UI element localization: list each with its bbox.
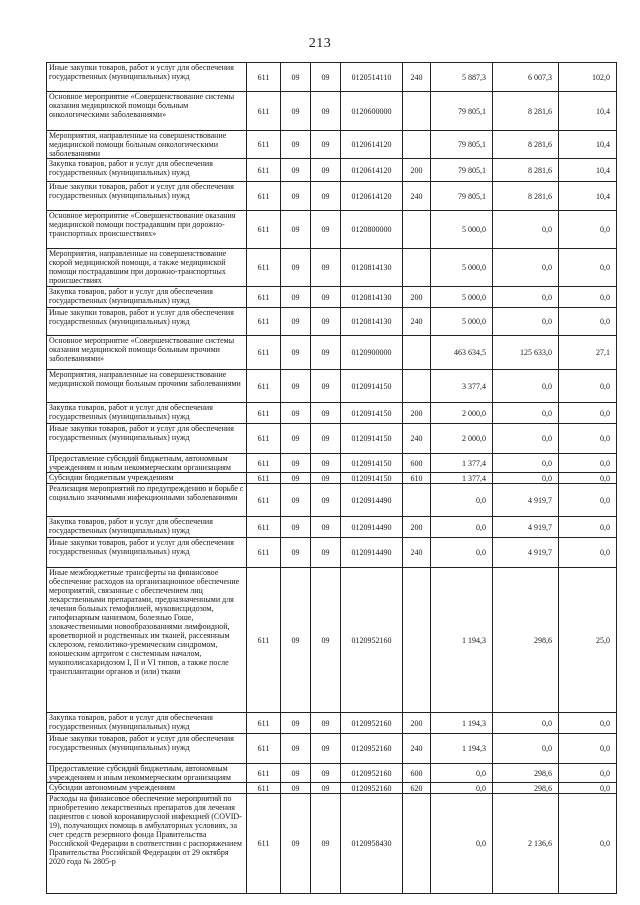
row-code-target: 0120952160	[341, 713, 403, 734]
row-code-target: 0120914150	[341, 370, 403, 403]
row-value-plan: 79 805,1	[431, 92, 493, 131]
row-code-ministry: 611	[247, 159, 281, 182]
row-value-actual: 0,0	[493, 287, 559, 308]
row-code-ministry: 611	[247, 764, 281, 783]
row-value-actual: 8 281,6	[493, 131, 559, 159]
table-row	[47, 403, 617, 424]
row-code-subsection: 09	[311, 568, 341, 713]
row-value-actual: 0,0	[493, 424, 559, 454]
row-name: Закупка товаров, работ и услуг для обеспечения государственных (муниципальных) нужд	[47, 403, 247, 424]
row-value-plan: 1 194,3	[431, 568, 493, 713]
row-code-ministry: 611	[247, 336, 281, 370]
row-value-actual: 4 919,7	[493, 538, 559, 568]
row-code-subsection: 09	[311, 308, 341, 336]
row-code-expense: 600	[403, 454, 431, 473]
row-value-plan: 2 000,0	[431, 424, 493, 454]
row-value-percent: 0,0	[559, 734, 617, 764]
row-code-subsection: 09	[311, 538, 341, 568]
row-name: Расходы на финансовое обеспечение мероприятий по приобретению лекарственных препаратов для лечения пациентов с новой коронавирусной инфекцией (COVID-19), получающих помощь в амбулаторных условиях, за счет средств резервного фонда Правительства Российской Федерации в соответствии с распоряжением Правительства Российской Федерации от 29 октября 2020 года № 2805-р	[47, 794, 247, 894]
row-code-expense	[403, 249, 431, 287]
row-value-plan: 79 805,1	[431, 131, 493, 159]
row-code-subsection: 09	[311, 794, 341, 894]
row-code-target: 0120914490	[341, 484, 403, 517]
row-code-expense	[403, 370, 431, 403]
table-row	[47, 568, 617, 713]
row-value-percent: 0,0	[559, 424, 617, 454]
row-code-subsection: 09	[311, 734, 341, 764]
row-value-percent: 27,1	[559, 336, 617, 370]
row-value-percent: 10,4	[559, 92, 617, 131]
row-code-target: 0120600000	[341, 92, 403, 131]
row-code-ministry: 611	[247, 403, 281, 424]
row-code-section: 09	[281, 783, 311, 794]
row-value-plan: 0,0	[431, 517, 493, 538]
row-value-percent: 0,0	[559, 794, 617, 894]
row-code-section: 09	[281, 794, 311, 894]
row-code-section: 09	[281, 473, 311, 484]
row-code-subsection: 09	[311, 764, 341, 783]
budget-table	[46, 62, 617, 894]
row-value-plan: 1 194,3	[431, 734, 493, 764]
row-name: Субсидии бюджетным учреждениям	[47, 473, 247, 484]
row-value-plan: 0,0	[431, 764, 493, 783]
row-code-ministry: 611	[247, 131, 281, 159]
row-code-expense: 200	[403, 517, 431, 538]
row-name: Реализация мероприятий по предупреждению и борьбе с социально значимыми инфекционными заболеваниями	[47, 484, 247, 517]
row-code-subsection: 09	[311, 131, 341, 159]
row-code-section: 09	[281, 734, 311, 764]
row-value-percent: 102,0	[559, 63, 617, 92]
row-code-expense	[403, 794, 431, 894]
row-code-expense	[403, 92, 431, 131]
table-row	[47, 794, 617, 894]
table-row	[47, 783, 617, 794]
table-row	[47, 182, 617, 211]
row-code-expense: 200	[403, 159, 431, 182]
row-value-plan: 79 805,1	[431, 182, 493, 211]
row-code-subsection: 09	[311, 424, 341, 454]
row-value-percent: 0,0	[559, 249, 617, 287]
row-value-plan: 1 194,3	[431, 713, 493, 734]
row-code-target: 0120952160	[341, 783, 403, 794]
row-code-expense: 240	[403, 182, 431, 211]
row-value-actual: 0,0	[493, 734, 559, 764]
row-name: Закупка товаров, работ и услуг для обеспечения государственных (муниципальных) нужд	[47, 713, 247, 734]
row-value-actual: 8 281,6	[493, 182, 559, 211]
row-value-plan: 1 377,4	[431, 454, 493, 473]
row-code-expense: 200	[403, 287, 431, 308]
row-code-ministry: 611	[247, 211, 281, 249]
row-value-percent: 25,0	[559, 568, 617, 713]
row-code-subsection: 09	[311, 713, 341, 734]
row-code-subsection: 09	[311, 370, 341, 403]
row-code-expense: 240	[403, 63, 431, 92]
row-code-ministry: 611	[247, 308, 281, 336]
row-code-subsection: 09	[311, 63, 341, 92]
row-code-subsection: 09	[311, 182, 341, 211]
row-code-subsection: 09	[311, 783, 341, 794]
table-row	[47, 287, 617, 308]
row-value-percent: 0,0	[559, 764, 617, 783]
row-name: Иные закупки товаров, работ и услуг для обеспечения государственных (муниципальных) нужд	[47, 538, 247, 568]
row-value-actual: 4 919,7	[493, 484, 559, 517]
row-code-target: 0120800000	[341, 211, 403, 249]
table-row	[47, 454, 617, 473]
row-code-target: 0120914150	[341, 454, 403, 473]
row-code-expense: 240	[403, 734, 431, 764]
row-code-ministry: 611	[247, 249, 281, 287]
row-value-actual: 298,6	[493, 764, 559, 783]
table-row	[47, 517, 617, 538]
row-name: Иные закупки товаров, работ и услуг для обеспечения государственных (муниципальных) нужд	[47, 734, 247, 764]
row-code-target: 0120614120	[341, 182, 403, 211]
row-code-ministry: 611	[247, 734, 281, 764]
row-value-percent: 10,4	[559, 131, 617, 159]
row-name: Предоставление субсидий бюджетным, автономным учреждениям и иным некоммерческим организациям	[47, 454, 247, 473]
row-code-expense: 240	[403, 308, 431, 336]
row-code-section: 09	[281, 568, 311, 713]
row-name: Иные закупки товаров, работ и услуг для обеспечения государственных (муниципальных) нужд	[47, 424, 247, 454]
row-value-percent: 0,0	[559, 538, 617, 568]
row-code-ministry: 611	[247, 794, 281, 894]
row-code-expense: 610	[403, 473, 431, 484]
table-row	[47, 92, 617, 131]
row-code-expense: 200	[403, 713, 431, 734]
row-code-ministry: 611	[247, 63, 281, 92]
row-name: Иные закупки товаров, работ и услуг для обеспечения государственных (муниципальных) нужд	[47, 63, 247, 92]
row-code-subsection: 09	[311, 211, 341, 249]
row-code-ministry: 611	[247, 713, 281, 734]
row-code-ministry: 611	[247, 182, 281, 211]
table-row	[47, 131, 617, 159]
row-value-actual: 8 281,6	[493, 159, 559, 182]
row-value-percent: 0,0	[559, 211, 617, 249]
row-code-subsection: 09	[311, 484, 341, 517]
row-code-section: 09	[281, 308, 311, 336]
row-value-actual: 125 633,0	[493, 336, 559, 370]
row-value-plan: 5 000,0	[431, 249, 493, 287]
row-value-plan: 5 000,0	[431, 211, 493, 249]
table-row	[47, 336, 617, 370]
row-name: Мероприятия, направленные на совершенствование скорой медицинской помощи, а также медицинской помощи пострадавшим при дорожно-транспортных происшествиях	[47, 249, 247, 287]
row-value-actual: 2 136,6	[493, 794, 559, 894]
table-row	[47, 484, 617, 517]
row-value-actual: 298,6	[493, 568, 559, 713]
row-value-actual: 298,6	[493, 783, 559, 794]
row-value-percent: 0,0	[559, 484, 617, 517]
row-value-plan: 2 000,0	[431, 403, 493, 424]
row-value-actual: 6 007,3	[493, 63, 559, 92]
row-value-plan: 79 805,1	[431, 159, 493, 182]
row-code-section: 09	[281, 63, 311, 92]
row-name: Основное мероприятие «Совершенствование системы оказания медицинской помощи больным онкологическими заболеваниями»	[47, 92, 247, 131]
row-value-plan: 0,0	[431, 794, 493, 894]
row-code-section: 09	[281, 211, 311, 249]
row-code-target: 0120914150	[341, 473, 403, 484]
row-code-ministry: 611	[247, 287, 281, 308]
row-value-actual: 0,0	[493, 211, 559, 249]
row-code-subsection: 09	[311, 473, 341, 484]
row-code-ministry: 611	[247, 454, 281, 473]
row-code-section: 09	[281, 454, 311, 473]
row-code-subsection: 09	[311, 92, 341, 131]
row-name: Мероприятия, направленные на совершенствование медицинской помощи больным онкологическими заболеваниями	[47, 131, 247, 159]
row-code-expense: 200	[403, 403, 431, 424]
row-code-target: 0120814130	[341, 249, 403, 287]
row-value-plan: 5 887,3	[431, 63, 493, 92]
row-code-target: 0120514110	[341, 63, 403, 92]
row-value-percent: 0,0	[559, 287, 617, 308]
row-code-ministry: 611	[247, 568, 281, 713]
row-code-ministry: 611	[247, 783, 281, 794]
row-code-subsection: 09	[311, 159, 341, 182]
row-value-actual: 0,0	[493, 308, 559, 336]
row-value-percent: 0,0	[559, 454, 617, 473]
table-row	[47, 734, 617, 764]
row-code-target: 0120952160	[341, 568, 403, 713]
row-code-section: 09	[281, 249, 311, 287]
row-value-plan: 3 377,4	[431, 370, 493, 403]
row-name: Основное мероприятие «Совершенствование системы оказания медицинской помощи больным прочими заболеваниями»	[47, 336, 247, 370]
row-value-percent: 0,0	[559, 473, 617, 484]
row-code-expense	[403, 336, 431, 370]
row-name: Субсидии автономным учреждениям	[47, 783, 247, 794]
row-code-expense	[403, 568, 431, 713]
row-value-percent: 0,0	[559, 517, 617, 538]
row-value-actual: 0,0	[493, 713, 559, 734]
table-row	[47, 473, 617, 484]
table-row	[47, 424, 617, 454]
row-code-section: 09	[281, 131, 311, 159]
row-name: Иные закупки товаров, работ и услуг для обеспечения государственных (муниципальных) нужд	[47, 182, 247, 211]
row-name: Иные межбюджетные трансферты на финансовое обеспечение расходов на организационное обеспечение мероприятий, связанные с обеспечением лиц лекарственными препаратами, предназначенными для лечения больных гемофилией, муковисцидозом, гипофизарным нанизмом, болезнью Гоше, злокачественными новообразованиями лимфоидной, кроветворной и родственных им тканей, рассеянным склерозом, гемолитико-уремическим синдромом, юношеским артритом с системным началом, мукополисахаридозом I, II и VI типов, а также после трансплантации органов и (или) ткани	[47, 568, 247, 713]
row-code-target: 0120914490	[341, 517, 403, 538]
row-name: Предоставление субсидий бюджетным, автономным учреждениям и иным некоммерческим организациям	[47, 764, 247, 783]
row-value-plan: 463 634,5	[431, 336, 493, 370]
row-code-section: 09	[281, 517, 311, 538]
row-code-target: 0120914490	[341, 538, 403, 568]
row-code-ministry: 611	[247, 424, 281, 454]
row-value-percent: 0,0	[559, 308, 617, 336]
row-code-target: 0120952160	[341, 764, 403, 783]
row-code-target: 0120614120	[341, 159, 403, 182]
row-code-section: 09	[281, 424, 311, 454]
row-code-section: 09	[281, 92, 311, 131]
row-value-plan: 5 000,0	[431, 287, 493, 308]
row-name: Основное мероприятие «Совершенствование оказания медицинской помощи пострадавшим при дорожно-транспортных происшествиях»	[47, 211, 247, 249]
table-row	[47, 249, 617, 287]
row-code-ministry: 611	[247, 92, 281, 131]
row-code-target: 0120952160	[341, 734, 403, 764]
row-code-section: 09	[281, 370, 311, 403]
row-value-actual: 8 281,6	[493, 92, 559, 131]
table-row	[47, 211, 617, 249]
row-value-percent: 0,0	[559, 783, 617, 794]
row-value-actual: 0,0	[493, 403, 559, 424]
row-code-expense	[403, 484, 431, 517]
row-code-section: 09	[281, 182, 311, 211]
row-code-ministry: 611	[247, 370, 281, 403]
row-code-expense	[403, 131, 431, 159]
row-code-ministry: 611	[247, 473, 281, 484]
table-row	[47, 538, 617, 568]
row-code-expense: 620	[403, 783, 431, 794]
row-code-target: 0120814130	[341, 308, 403, 336]
row-value-actual: 0,0	[493, 249, 559, 287]
row-value-actual: 4 919,7	[493, 517, 559, 538]
row-code-expense: 240	[403, 538, 431, 568]
row-code-subsection: 09	[311, 517, 341, 538]
row-value-percent: 0,0	[559, 713, 617, 734]
row-value-percent: 0,0	[559, 370, 617, 403]
table-row	[47, 370, 617, 403]
row-code-section: 09	[281, 403, 311, 424]
row-code-section: 09	[281, 538, 311, 568]
row-value-plan: 0,0	[431, 783, 493, 794]
row-value-percent: 10,4	[559, 159, 617, 182]
row-value-percent: 10,4	[559, 182, 617, 211]
row-value-actual: 0,0	[493, 370, 559, 403]
row-name: Иные закупки товаров, работ и услуг для обеспечения государственных (муниципальных) нужд	[47, 308, 247, 336]
table-row	[47, 63, 617, 92]
row-code-subsection: 09	[311, 249, 341, 287]
table-row	[47, 713, 617, 734]
page-number: 213	[308, 36, 332, 51]
row-value-plan: 5 000,0	[431, 308, 493, 336]
row-name: Мероприятия, направленные на совершенствование медицинской помощи больным прочими заболеваниями	[47, 370, 247, 403]
row-value-actual: 0,0	[493, 454, 559, 473]
row-code-target: 0120900000	[341, 336, 403, 370]
row-code-expense	[403, 211, 431, 249]
row-value-actual: 0,0	[493, 473, 559, 484]
row-code-target: 0120814130	[341, 287, 403, 308]
table-row	[47, 308, 617, 336]
row-code-section: 09	[281, 336, 311, 370]
row-code-subsection: 09	[311, 454, 341, 473]
row-code-section: 09	[281, 484, 311, 517]
row-value-plan: 0,0	[431, 484, 493, 517]
table-row	[47, 764, 617, 783]
row-code-target: 0120914150	[341, 424, 403, 454]
row-code-expense: 600	[403, 764, 431, 783]
row-code-ministry: 611	[247, 484, 281, 517]
row-value-percent: 0,0	[559, 403, 617, 424]
row-code-target: 0120914150	[341, 403, 403, 424]
row-code-section: 09	[281, 287, 311, 308]
row-value-plan: 0,0	[431, 538, 493, 568]
row-name: Закупка товаров, работ и услуг для обеспечения государственных (муниципальных) нужд	[47, 159, 247, 182]
row-code-target: 0120958430	[341, 794, 403, 894]
row-name: Закупка товаров, работ и услуг для обеспечения государственных (муниципальных) нужд	[47, 517, 247, 538]
table-row	[47, 159, 617, 182]
row-code-target: 0120614120	[341, 131, 403, 159]
row-code-section: 09	[281, 764, 311, 783]
row-code-ministry: 611	[247, 517, 281, 538]
row-code-section: 09	[281, 713, 311, 734]
row-value-plan: 1 377,4	[431, 473, 493, 484]
row-code-expense: 240	[403, 424, 431, 454]
row-code-subsection: 09	[311, 336, 341, 370]
row-name: Закупка товаров, работ и услуг для обеспечения государственных (муниципальных) нужд	[47, 287, 247, 308]
row-code-subsection: 09	[311, 287, 341, 308]
row-code-ministry: 611	[247, 538, 281, 568]
row-code-subsection: 09	[311, 403, 341, 424]
row-code-section: 09	[281, 159, 311, 182]
